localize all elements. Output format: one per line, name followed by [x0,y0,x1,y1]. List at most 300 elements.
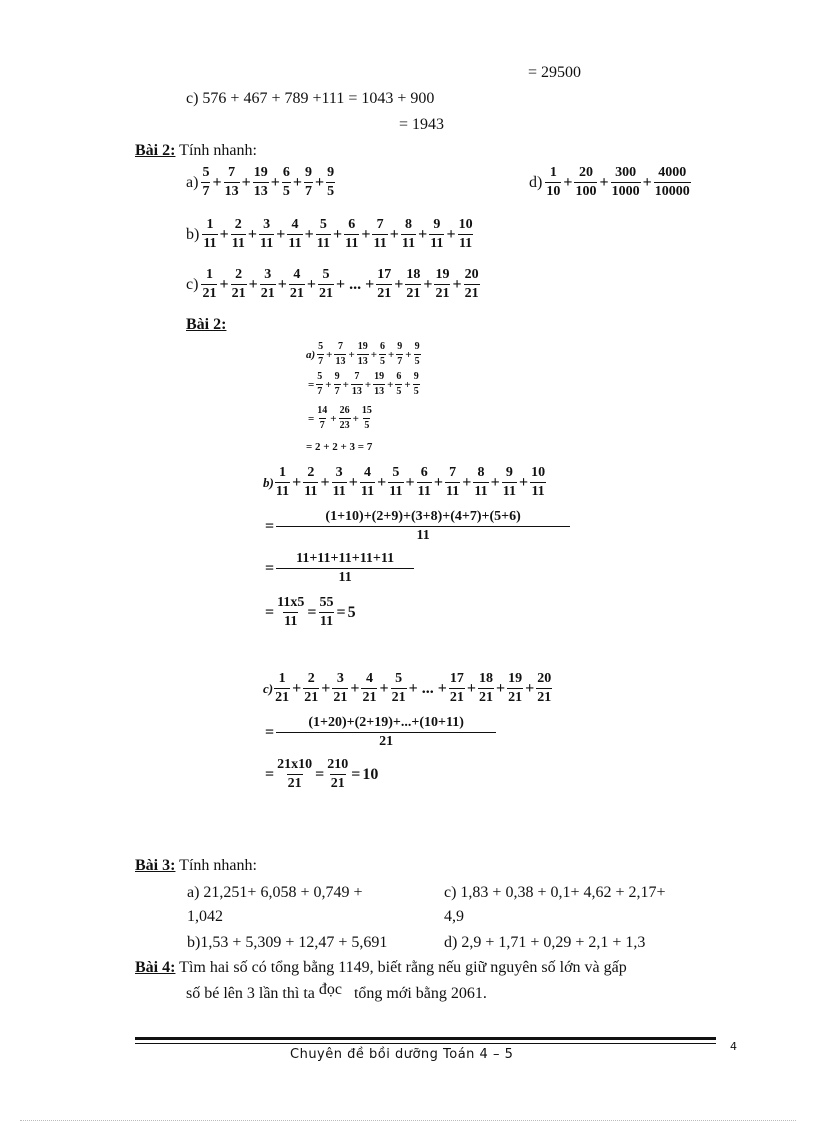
fraction [611,166,641,199]
denominator: 21 [377,286,392,301]
denominator: 13 [374,386,385,397]
plus-sign: + [292,473,302,491]
result-value: 5 [347,603,356,621]
denominator: 21 [304,690,319,705]
fraction [417,466,432,499]
numerator: 20 [537,671,552,686]
denominator: 5 [396,386,402,397]
fraction [458,218,474,251]
plus-sign: + [525,679,535,697]
denominator: 7 [202,184,210,199]
result-1943: = 1943 [399,116,445,133]
numerator: 20 [464,267,479,282]
plus-sign: + [247,225,258,243]
page-edge-dotted [20,1120,796,1121]
bai2-heading-line [135,142,257,160]
calc-c-line: c) 576 + 467 + 789 +111 = 1043 + 900 [186,90,435,107]
numerator: 2 [307,671,315,686]
bai3-c-line2: 4,9 [444,908,464,925]
numerator: 11x5 [277,595,305,610]
fraction [507,672,523,705]
plus-sign: + [330,412,337,425]
sol-c-sum-fraction [276,716,496,749]
equals-sign: = [308,412,315,425]
numerator: 3 [335,465,343,480]
sol-b-sum-fraction-2 [276,552,414,585]
footer-rule-thick [135,1037,716,1040]
numerator: 5 [395,671,403,686]
fraction [351,372,363,397]
numerator: 4 [365,671,373,686]
part-label: d) [529,173,543,191]
denominator: 11 [417,484,431,499]
fraction [201,268,217,301]
numerator: 7 [354,371,360,382]
fraction [326,758,349,791]
equals-sign: = [265,765,275,783]
fraction [316,372,323,397]
denominator: 21 [508,690,523,705]
numerator: 9 [327,165,335,180]
plus-sign: + [342,378,349,391]
fraction [413,372,420,397]
denominator: 13 [335,356,346,367]
fraction [316,406,328,431]
bai2-b-expression [186,218,474,251]
bai3-a-line1: a) 21,251+ 6,058 + 0,749 + [187,884,363,901]
fraction [260,268,276,301]
denominator: 21 [478,690,493,705]
fraction [372,218,387,251]
equals-sign: = [265,559,275,577]
footer-title: Chuyên đề bồi dưỡng Toán 4 – 5 [290,1047,514,1062]
fraction [401,218,416,251]
numerator: 6 [420,465,428,480]
fraction [316,218,331,251]
sol-c-line2 [263,716,496,749]
fraction [395,372,402,397]
numerator: 8 [477,465,485,480]
equals-sign: = [315,765,325,783]
plus-sign: + [437,679,447,697]
bai4-text-2b: đọc [318,981,342,998]
denominator: 21 [330,776,345,791]
denominator: 21 [260,286,275,301]
numerator: 4 [291,217,299,232]
plus-sign: + [389,225,399,243]
plus-sign: + [466,679,476,697]
denominator: 23 [339,420,350,431]
numerator: 210 [327,757,349,772]
bai4-line2 [186,981,487,1003]
plus-sign: + [405,473,415,491]
numerator: 19 [357,341,368,352]
numerator: 14 [317,405,328,416]
denominator: 21 [362,690,377,705]
denominator: 7 [334,386,340,397]
plus-sign: + [277,275,287,293]
numerator: 19 [253,165,268,180]
denominator: 10 [546,184,561,199]
numerator: 5 [202,165,210,180]
plus-sign: + [348,348,355,361]
numerator: 20 [578,165,593,180]
denominator: 21 [231,286,246,301]
ellipsis: ... [421,679,434,697]
fraction [334,372,341,397]
equals-sign: = [265,517,275,535]
denominator: 11 [401,236,416,251]
denominator: 11 [360,484,375,499]
numerator: 17 [377,267,392,282]
bai2-intro: Tính nhanh: [175,142,257,159]
numerator: (1+20)+(2+19)+...+(10+11) [308,715,464,730]
denominator: 5 [380,356,386,367]
denominator: 11 [276,526,570,543]
fraction [376,268,392,301]
bai4-heading: Bài 4: [135,959,176,976]
numerator: 21x10 [277,757,313,772]
fraction [574,166,597,199]
denominator: 21 [391,690,406,705]
fraction [334,342,346,367]
denominator: 7 [318,356,324,367]
fraction [332,672,348,705]
result-29500: = 29500 [528,64,582,81]
denominator: 21 [318,286,333,301]
part-label: b) [263,474,274,490]
numerator: 1 [278,671,286,686]
plus-sign: + [387,378,394,391]
plus-sign: + [292,173,302,191]
denominator: 21 [464,286,479,301]
numerator: 5 [317,371,323,382]
plus-sign: + [219,225,229,243]
numerator: 9 [433,217,441,232]
plus-sign: + [394,275,404,293]
denominator: 21 [289,286,304,301]
plus-sign: + [270,173,280,191]
equals-sign: = [308,378,315,391]
solution-heading: Bài 2: [186,316,227,333]
numerator: 55 [319,595,334,610]
denominator: 11 [304,484,318,499]
fraction [304,166,313,199]
fraction [445,466,460,499]
fraction [405,268,421,301]
plus-sign: + [292,679,302,697]
denominator: 5 [364,420,370,431]
sol-c-line1 [263,672,552,705]
sol-a-line2 [306,372,420,397]
numerator: 4 [293,267,301,282]
fraction [391,672,407,705]
denominator: 13 [224,184,239,199]
numerator: 19 [374,371,385,382]
bai2-a-expression [186,166,335,199]
numerator: 9 [505,465,513,480]
plus-sign: + [377,473,387,491]
plus-sign: + [350,679,360,697]
part-label: c) [186,275,199,293]
fraction [274,672,290,705]
fraction [276,596,305,629]
denominator: 11 [502,484,516,499]
fraction [276,758,313,791]
numerator: 9 [397,341,403,352]
fraction [464,268,480,301]
denominator: 11 [231,236,245,251]
denominator: 5 [414,356,420,367]
plus-sign: + [314,173,325,191]
fraction [282,166,291,199]
bai3-heading-line [135,857,257,875]
sol-a-line3 [306,406,373,431]
plus-sign: + [304,225,314,243]
numerator: 26 [339,405,350,416]
bai2-c-expression [186,268,480,301]
numerator: 19 [435,267,450,282]
denominator: 11 [203,236,217,251]
plus-sign: + [408,679,418,697]
sol-a-line4: = 2 + 2 + 3 = 7 [306,441,373,453]
plus-sign: + [212,173,222,191]
ellipsis: ... [349,275,362,293]
sol-b-line2 [263,510,570,543]
plus-sign: + [490,473,500,491]
numerator: 6 [282,165,290,180]
denominator: 7 [397,356,403,367]
sol-c-line3 [263,758,378,791]
bai2-heading: Bài 2: [135,142,176,159]
plus-sign: + [433,473,443,491]
fraction [275,466,290,499]
fraction [545,166,561,199]
denominator: 1000 [611,184,640,199]
plus-sign: + [219,275,229,293]
plus-sign: + [361,225,371,243]
numerator: 9 [334,371,340,382]
plus-sign: + [321,679,331,697]
part-label: a) [306,348,316,361]
denominator: 13 [253,184,268,199]
bai3-d-line: d) 2,9 + 1,71 + 0,29 + 2,1 + 1,3 [444,934,646,951]
plus-sign: + [276,225,286,243]
numerator: 3 [263,217,271,232]
denominator: 11 [276,568,414,585]
numerator: 3 [264,267,272,282]
denominator: 7 [319,420,325,431]
fraction [201,166,210,199]
plus-sign: + [248,275,258,293]
part-label: b) [186,225,200,243]
plus-sign: + [306,275,316,293]
plus-sign: + [348,473,358,491]
denominator: 11 [288,236,302,251]
fraction [429,218,444,251]
equals-sign: = [265,723,275,741]
numerator: 11+11+11+11+11 [296,551,395,566]
plus-sign: + [642,173,652,191]
plus-sign: + [352,412,359,425]
plus-sign: + [405,348,412,361]
plus-sign: + [388,348,395,361]
denominator: 11 [531,484,545,499]
fraction [332,466,347,499]
equals-sign: = [307,603,317,621]
denominator: 21 [406,286,421,301]
plus-sign: + [335,275,346,293]
denominator: 11 [430,236,444,251]
numerator: 9 [304,165,312,180]
fraction [379,342,386,367]
bai3-heading: Bài 3: [135,857,176,874]
fraction [473,466,488,499]
denominator: 7 [304,184,312,199]
plus-sign: + [423,275,433,293]
numerator: 4 [364,465,372,480]
sol-b-line1 [263,466,546,499]
fraction [224,166,240,199]
numerator: 2 [234,217,242,232]
numerator: 6 [380,341,386,352]
fraction [231,268,247,301]
sol-b-line4 [263,596,356,629]
plus-sign: + [326,348,333,361]
part-label: c) [263,680,274,696]
numerator: 4000 [658,165,687,180]
fraction [259,218,274,251]
sol-a-line1 [306,342,421,367]
denominator: 21 [537,690,552,705]
plus-sign: + [518,473,529,491]
plus-sign: + [404,378,411,391]
denominator: 21 [435,286,450,301]
equals-sign: = [265,603,275,621]
numerator: 1 [278,465,286,480]
denominator: 11 [389,484,403,499]
numerator: 15 [361,405,372,416]
denominator: 21 [449,690,464,705]
plus-sign: + [418,225,428,243]
fraction [502,466,517,499]
numerator: 5 [392,465,400,480]
fraction [388,466,403,499]
numerator: 1 [549,165,557,180]
numerator: 3 [336,671,344,686]
bai3-b-line: b)1,53 + 5,309 + 12,47 + 5,691 [187,934,388,951]
denominator: 21 [275,690,290,705]
numerator: 6 [396,371,402,382]
denominator: 5 [327,184,335,199]
denominator: 11 [332,484,346,499]
fraction [303,672,319,705]
plus-sign: + [325,378,332,391]
equals-sign: = [336,603,346,621]
denominator: 11 [316,236,330,251]
result-value: 10 [362,765,379,783]
numerator: 5 [322,267,330,282]
plus-sign: + [452,275,462,293]
numerator: 18 [478,671,493,686]
numerator: 17 [449,671,464,686]
numerator: 18 [406,267,421,282]
fraction [449,672,465,705]
fraction [344,218,359,251]
numerator: 300 [615,165,637,180]
fraction [202,218,217,251]
plus-sign: + [364,378,372,391]
numerator: 5 [318,341,324,352]
plus-sign: + [320,473,330,491]
bai3-a-line2: 1,042 [187,908,223,925]
fraction [318,268,334,301]
bai3-c-line1: c) 1,83 + 0,38 + 0,1+ 4,62 + 2,17+ [444,884,666,901]
numerator: 1 [205,267,213,282]
denominator: 13 [357,356,368,367]
fraction [253,166,269,199]
plus-sign: + [462,473,472,491]
denominator: 11 [284,614,298,629]
numerator: 5 [319,217,327,232]
fraction [396,342,403,367]
denominator: 21 [276,732,496,749]
denominator: 10000 [654,184,690,199]
fraction [339,406,351,431]
fraction [287,218,302,251]
numerator: 9 [414,341,420,352]
denominator: 100 [575,184,597,199]
fraction [361,672,377,705]
sol-b-line3 [263,552,414,585]
numerator: 19 [508,671,523,686]
fraction [373,372,385,397]
page-number: 4 [730,1040,737,1053]
numerator: 7 [228,165,236,180]
fraction [231,218,246,251]
bai3-intro: Tính nhanh: [175,857,257,874]
numerator: 7 [337,341,343,352]
numerator: 1 [206,217,214,232]
fraction [434,268,450,301]
fraction [357,342,369,367]
fraction [326,166,335,199]
numerator: (1+10)+(2+9)+(3+8)+(4+7)+(5+6) [325,509,521,524]
denominator: 11 [446,484,460,499]
numerator: 9 [413,371,419,382]
bai4-line1 [135,959,627,977]
denominator: 13 [351,386,362,397]
bai4-text-1: Tìm hai số có tổng bằng 1149, biết rằng nếu giữ nguyên số lớn và gấp [175,959,627,976]
plus-sign: + [365,275,375,293]
denominator: 11 [474,484,488,499]
bai4-text-2c: tổng mới bằng 2061. [341,985,487,1002]
plus-sign: + [333,225,343,243]
denominator: 5 [413,386,419,397]
sol-b-sum-fraction [276,510,570,543]
fraction [361,406,373,431]
fraction [303,466,318,499]
plus-sign: + [563,173,573,191]
numerator: 6 [348,217,356,232]
denominator: 11 [373,236,387,251]
numerator: 2 [235,267,243,282]
part-label: a) [186,173,199,191]
fraction [360,466,375,499]
numerator: 10 [458,217,473,232]
plus-sign: + [370,348,378,361]
numerator: 2 [307,465,315,480]
